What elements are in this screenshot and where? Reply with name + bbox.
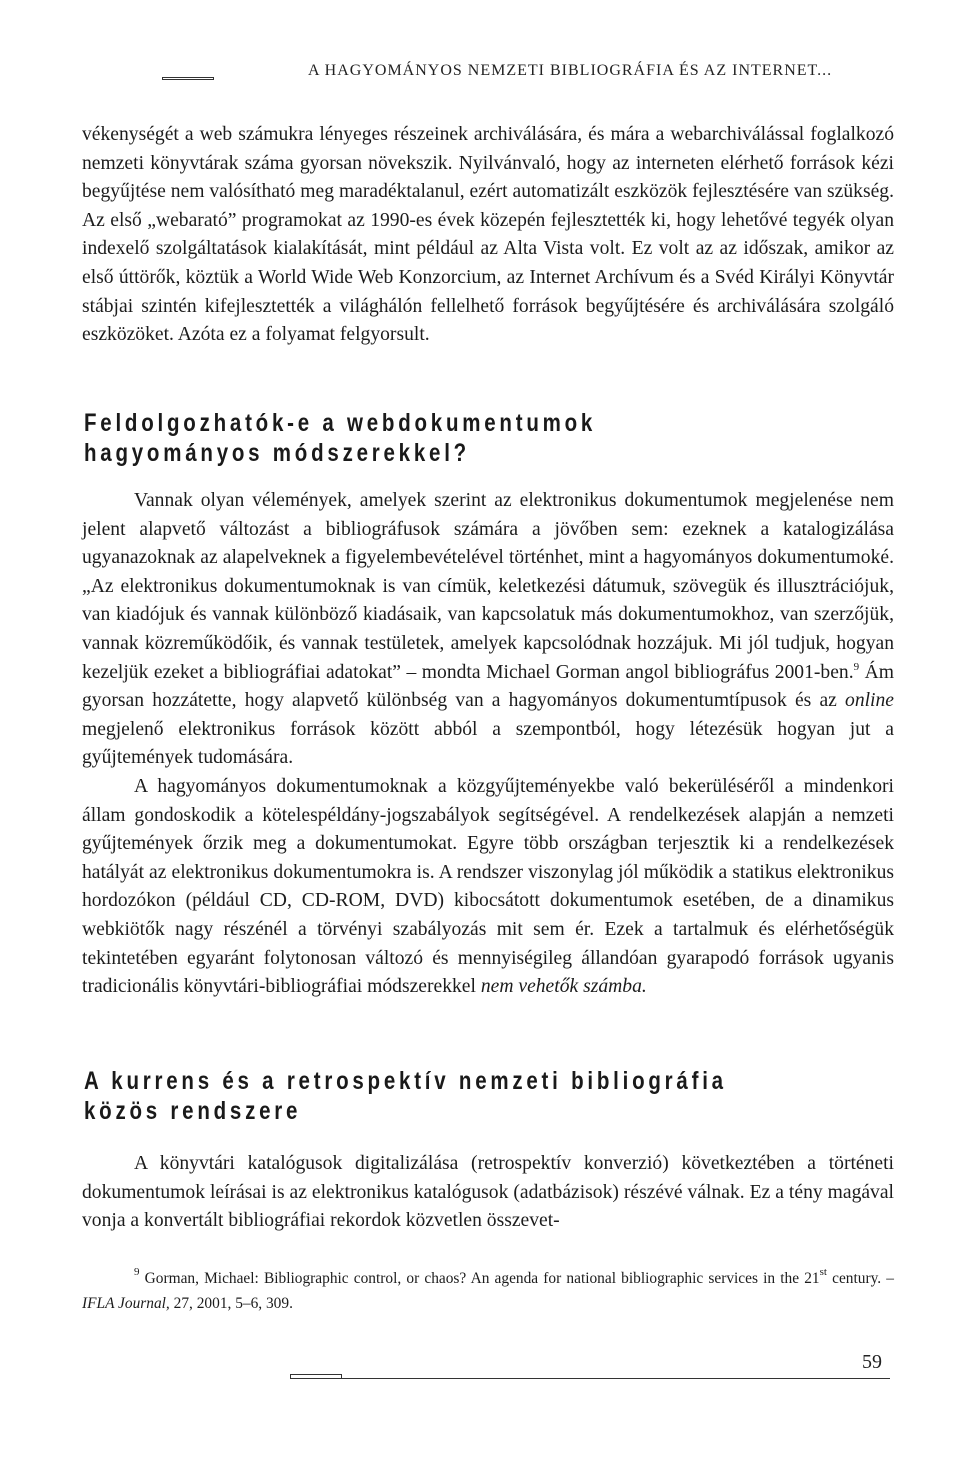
section-heading-2-line-1: A kurrens és a retrospektív nemzeti bibliográfia: [84, 1067, 727, 1095]
paragraph-2: [82, 487, 894, 773]
section-heading-2-line-2: közös rendszere: [84, 1097, 302, 1125]
body-text-bottom: [82, 1150, 894, 1236]
running-head: A HAGYOMÁNYOS NEMZETI BIBLIOGRÁFIA ÉS AZ INTERNET...: [308, 62, 833, 79]
footer-ornament: [290, 1374, 342, 1379]
paragraph-3-italic: nem vehetők számba.: [480, 976, 647, 998]
footnote-marker: 9: [134, 1266, 140, 1278]
footnote-text-b: century. –: [826, 1270, 894, 1287]
page-number: 59: [862, 1351, 882, 1373]
footer-rule: [290, 1378, 890, 1379]
section-heading-2: [84, 1066, 822, 1126]
section-heading-1-line-2: hagyományos módszerekkel?: [84, 439, 470, 467]
section-heading-1-line-1: Feldolgozhatók-e a webdokumentumok: [84, 409, 597, 437]
body-text-top: [82, 121, 894, 350]
footnote-journal: IFLA Journal,: [82, 1295, 170, 1312]
footnote-body: [82, 1266, 894, 1316]
paragraph-4: A könyvtári katalógusok digitalizálása (retrospektív konverzió) következtében a történeti dokumentumok leírásai is az elektronikus katalógusok (adatbázisok) részévé válnak. Ez a tény magával vonja a konvertált bibliográfiai rekordok közvetlen összevet-: [82, 1153, 894, 1232]
footnote: [82, 1266, 894, 1316]
footnote-text-c: 27, 2001, 5–6, 309.: [169, 1295, 293, 1312]
paragraph-2-part-a: Vannak olyan vélemények, amelyek szerint az elektronikus dokumentumok megjelenése nem jelent alapvető változást a bibliográfusok számára a jövőben sem: ezeknek a katalogizálása ugyanazoknak az alapelveknek a figyelembevételével történhet, mint a hagyományos dokumentumoké. „Az elektronikus dokumentumoknak is van címük, keletkezési dátumuk, szövegük és illusztrációjuk, van kiadójuk és vannak különböző kiadásaik, van kapcsolatuk más dokumentumokhoz, van szerzőjük, vannak közreműködőik, és vannak testületek, amelyek kapcsolódnak hozzájuk. Mi jól tudjuk, hogyan kezeljük ezeket a bibliográfiai adatokat” – mondta Michael Gorman angol bibliográfus 2001-ben.: [82, 490, 894, 683]
section-heading-1: [84, 408, 822, 468]
paragraph-1: vékenységét a web számukra lényeges részeinek archiválására, és mára a webarchiválással foglalkozó nemzeti könyvtárak száma gyorsan növekszik. Nyilvánvaló, hogy az interneten elérhető források kézi begyűjtése nem valósítható meg maradéktalanul, ezért automatizált eszközök fejlesztésére van szükség. Az első „webarató” programokat az 1990-es évek közepén fejlesztették ki, hogy lehetővé tegyék olyan indexelő szolgáltatások kialakítását, mint például az Alta Vista volt. Ez volt az az időszak, amikor az első úttörők, köztük a World Wide Web Konzorcium, az Internet Archívum és a Svéd Királyi Könyvtár stábjai szintén kifejlesztették a világhálón fellelhető források begyűjtésére és archiválására szolgáló eszközöket. Azóta ez a folyamat felgyorsult.: [82, 124, 894, 346]
paragraph-2-part-c: megjelenő elektronikus források között abból a szempontból, hogy létezésük hogyan jut a gyűjtemények tudomására.: [82, 718, 894, 769]
paragraph-2-part-b: Ám gyorsan hozzátette, hogy alapvető különbség van a hagyományos dokumentumtípusok és az: [82, 661, 894, 712]
paragraph-3-part-a: A hagyományos dokumentumoknak a közgyűjteményekbe való bekerüléséről a mindenkori állam gondoskodik a kötelespéldány-jogszabályok segítségével. A rendelkezések alapján a nemzeti gyűjtemények őrzik meg a dokumentumokat. Egyre több országban terjesztik ki a rendelkezések hatályát az elektronikus dokumentumokra is. A rendszer viszonylag jól működik a statikus elektronikus hordozókon (például CD, CD-ROM, DVD) kibocsátott dokumentumok esetében, de a dinamikus webkiötők nagy részénél a törvényi szabályozás mit sem ér. Ezek a tartalmuk és elérhetőségük tekintetében egyaránt folytonosan változó és mennyiségileg állandóan gyarapodó források ugyanis tradicionális könyvtári-bibliográfiai módszerekkel: [82, 775, 894, 998]
footnote-reference: 9: [853, 660, 860, 673]
footnote-ordinal-suffix: st: [819, 1266, 827, 1278]
footnote-text-a: Gorman, Michael: Bibliographic control, or chaos? An agenda for national bibliographic services in the 21: [139, 1270, 820, 1287]
paragraph-3: [82, 773, 894, 1002]
paragraph-2-italic: online: [845, 690, 894, 712]
header-ornament: [162, 77, 214, 80]
body-text-middle: [82, 487, 894, 1002]
